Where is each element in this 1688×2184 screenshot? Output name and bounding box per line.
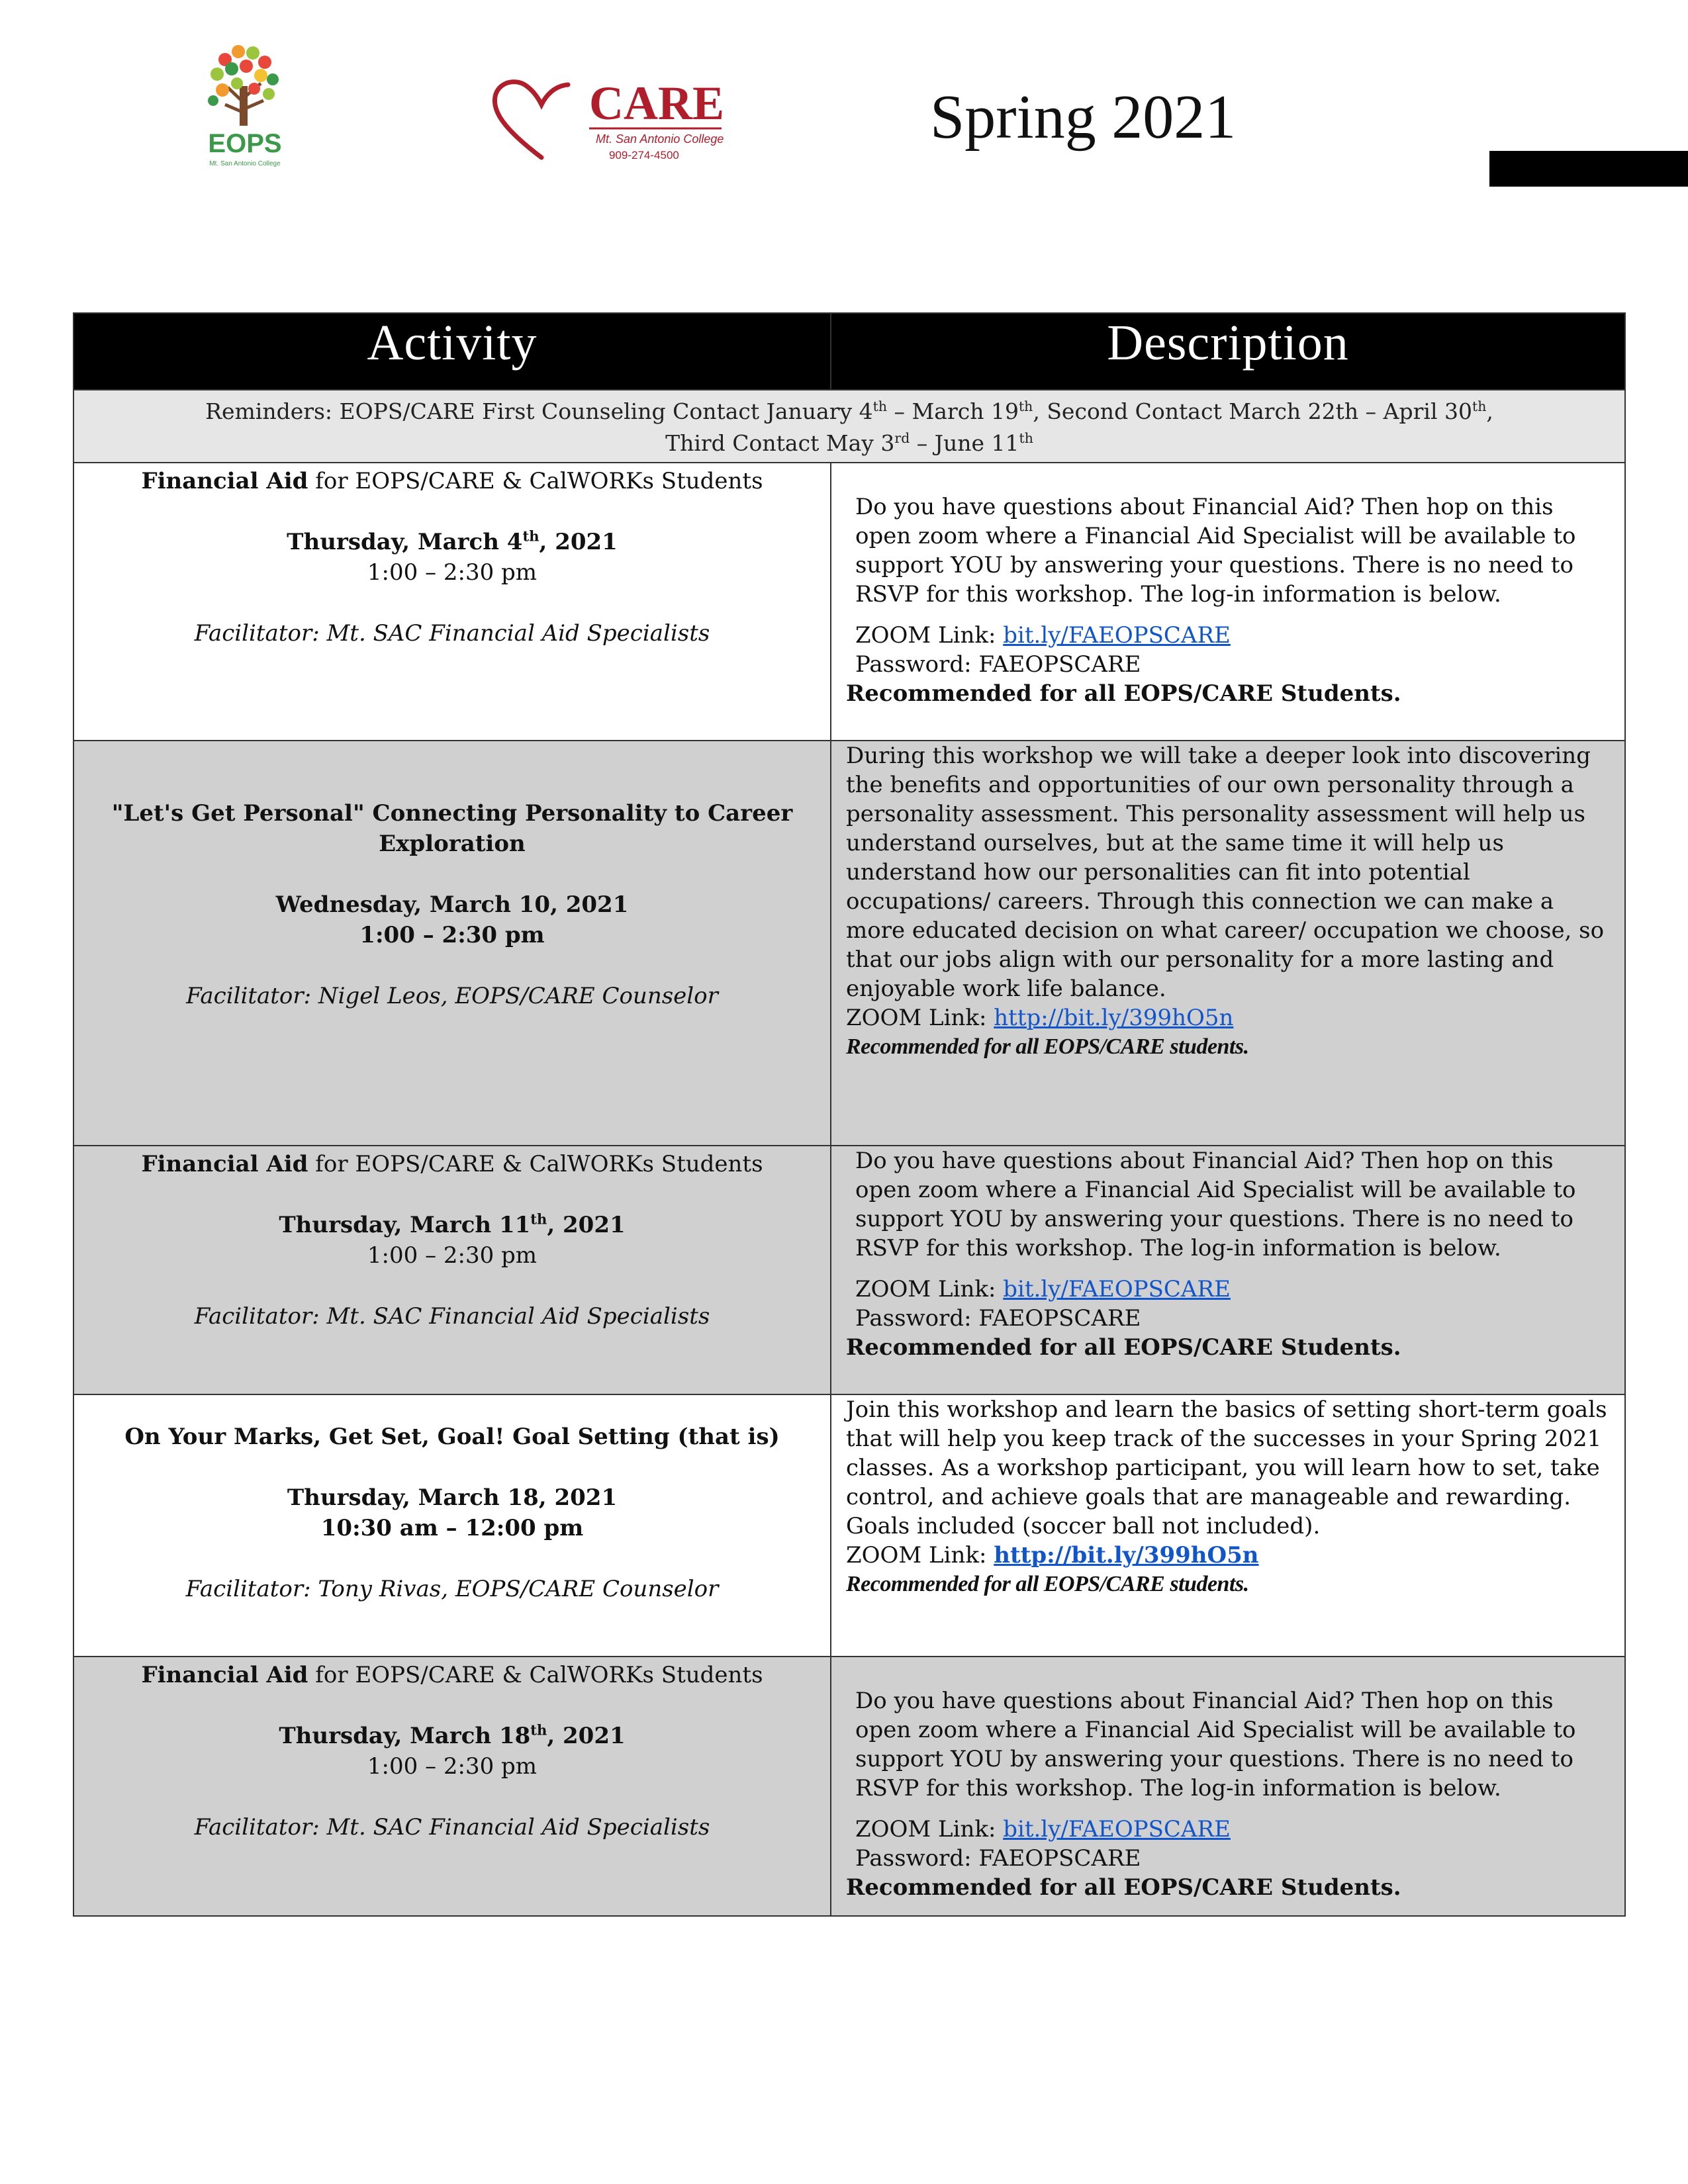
activity-facilitator: Facilitator: Mt. SAC Financial Aid Specialists: [194, 1814, 710, 1841]
reminder-text: Reminders: EOPS/CARE First Counseling Contact January 4th – March 19th, Second Contact March 22th – April 30th, Third Contact May 3rd – June 11th: [73, 390, 1625, 463]
activity-time: 1:00 – 2:30 pm: [367, 1242, 538, 1269]
description-text: Join this workshop and learn the basics of setting short-term goals that will help you keep track of the successes in your Spring 2021 classes. As a workshop participant, you will learn how to set, take control, and achieve goals that are manageable and rewarding. Goals included (soccer ball not included).: [846, 1396, 1607, 1539]
zoom-link-line: ZOOM Link: bit.ly/FAEOPSCARE: [855, 622, 1231, 649]
table-row: [73, 741, 1625, 1146]
zoom-link[interactable]: bit.ly/FAEOPSCARE: [1003, 1276, 1231, 1302]
activity-title: Financial Aid for EOPS/CARE & CalWORKs Students: [141, 1151, 763, 1177]
password-line: Password: FAEOPSCARE: [855, 1305, 1141, 1332]
activity-facilitator: Facilitator: Mt. SAC Financial Aid Specialists: [194, 620, 710, 647]
zoom-link[interactable]: http://bit.ly/399hO5n: [994, 1005, 1234, 1031]
activity-time: 10:30 am – 12:00 pm: [320, 1515, 584, 1541]
description-text: During this workshop we will take a deeper look into discovering the benefits and opportunities of our own personality through a personality assessment. This personality assessment will help us understand ourselves, but at the same time it will help us understand how our personalities can fit into potential occupations/ careers. Through this connection we can make a more educated decision on what career/ occupation we choose, so that our jobs align with our personality for a more lasting and enjoyable work life balance.: [846, 743, 1605, 1002]
term-title: Spring 2021: [930, 83, 1237, 152]
description-cell: [831, 741, 1625, 1146]
care-logo-text: CARE: [589, 77, 725, 130]
schedule-table: [73, 312, 1626, 1917]
password-line: Password: FAEOPSCARE: [855, 1845, 1141, 1872]
activity-facilitator: Facilitator: Mt. SAC Financial Aid Specialists: [194, 1303, 710, 1330]
zoom-link[interactable]: bit.ly/FAEOPSCARE: [1003, 1816, 1231, 1843]
care-logo-sub2: 909-274-4500: [609, 149, 679, 161]
password-line: Password: FAEOPSCARE: [855, 651, 1141, 678]
description-text: Do you have questions about Financial Aid? Then hop on this open zoom where a Financial Aid Specialist will be available to support YOU by answering your questions. There is no need to RSVP for this workshop. The log-in information is below.: [855, 1148, 1576, 1261]
activity-title: "Let's Get Personal" Connecting Personality to Career Exploration: [111, 800, 793, 857]
description-text: Do you have questions about Financial Aid? Then hop on this open zoom where a Financial Aid Specialist will be available to support YOU by answering your questions. There is no need to RSVP for this workshop. The log-in information is below.: [855, 494, 1576, 608]
table-row: [73, 463, 1625, 741]
zoom-link[interactable]: bit.ly/FAEOPSCARE: [1003, 622, 1231, 649]
table-row: [73, 1394, 1625, 1657]
recommended-line: Recommended for all EOPS/CARE students.: [846, 1572, 1249, 1596]
activity-cell: [73, 463, 831, 741]
reminder-row: [73, 390, 1625, 463]
activity-facilitator: Facilitator: Nigel Leos, EOPS/CARE Counselor: [186, 983, 718, 1009]
description-cell: [831, 1657, 1625, 1916]
recommended-line: Recommended for all EOPS/CARE Students.: [846, 1334, 1401, 1361]
activity-cell: [73, 741, 831, 1146]
description-text: Do you have questions about Financial Aid? Then hop on this open zoom where a Financial Aid Specialist will be available to support YOU by answering your questions. There is no need to RSVP for this workshop. The log-in information is below.: [855, 1688, 1576, 1801]
black-bar: [1489, 151, 1688, 187]
activity-cell: [73, 1657, 831, 1916]
description-cell: [831, 1394, 1625, 1657]
zoom-link[interactable]: http://bit.ly/399hO5n: [994, 1542, 1259, 1569]
table-row: [73, 1146, 1625, 1394]
recommended-line: Recommended for all EOPS/CARE Students.: [846, 680, 1401, 707]
eops-logo: [199, 40, 291, 172]
activity-cell: [73, 1394, 831, 1657]
care-logo: [490, 73, 728, 165]
activity-date: Wednesday, March 10, 2021: [275, 891, 629, 918]
activity-time: 1:00 – 2:30 pm: [367, 559, 538, 586]
recommended-line: Recommended for all EOPS/CARE Students.: [846, 1874, 1401, 1901]
heart-icon: [494, 82, 568, 158]
activity-facilitator: Facilitator: Tony Rivas, EOPS/CARE Counselor: [185, 1576, 719, 1602]
activity-title: Financial Aid for EOPS/CARE & CalWORKs Students: [141, 468, 763, 494]
table-row: [73, 1657, 1625, 1916]
tree-icon: [208, 45, 279, 126]
zoom-link-line: ZOOM Link: http://bit.ly/399hO5n: [846, 1542, 1259, 1569]
activity-time: 1:00 – 2:30 pm: [359, 922, 545, 948]
care-logo-sub1: Mt. San Antonio College: [596, 132, 724, 146]
description-cell: [831, 463, 1625, 741]
description-cell: [831, 1146, 1625, 1394]
eops-logo-text: EOPS: [208, 129, 282, 158]
eops-logo-subtext: Mt. San Antonio College: [209, 160, 281, 167]
activity-time: 1:00 – 2:30 pm: [367, 1753, 538, 1780]
recommended-line: Recommended for all EOPS/CARE students.: [846, 1034, 1249, 1059]
activity-cell: [73, 1146, 831, 1394]
col-header-activity: Activity: [73, 313, 831, 390]
activity-title: On Your Marks, Get Set, Goal! Goal Setting (that is): [124, 1424, 780, 1450]
activity-date: Thursday, March 11th, 2021: [279, 1210, 626, 1238]
zoom-link-line: ZOOM Link: bit.ly/FAEOPSCARE: [855, 1276, 1231, 1302]
zoom-link-line: ZOOM Link: bit.ly/FAEOPSCARE: [855, 1816, 1231, 1843]
zoom-link-line: ZOOM Link: http://bit.ly/399hO5n: [846, 1005, 1234, 1031]
activity-date: Thursday, March 18th, 2021: [279, 1721, 626, 1749]
col-header-description: Description: [831, 313, 1625, 390]
activity-date: Thursday, March 4th, 2021: [287, 527, 618, 555]
activity-date: Thursday, March 18, 2021: [287, 1484, 618, 1511]
table-header-row: [73, 313, 1625, 390]
activity-title: Financial Aid for EOPS/CARE & CalWORKs Students: [141, 1662, 763, 1688]
